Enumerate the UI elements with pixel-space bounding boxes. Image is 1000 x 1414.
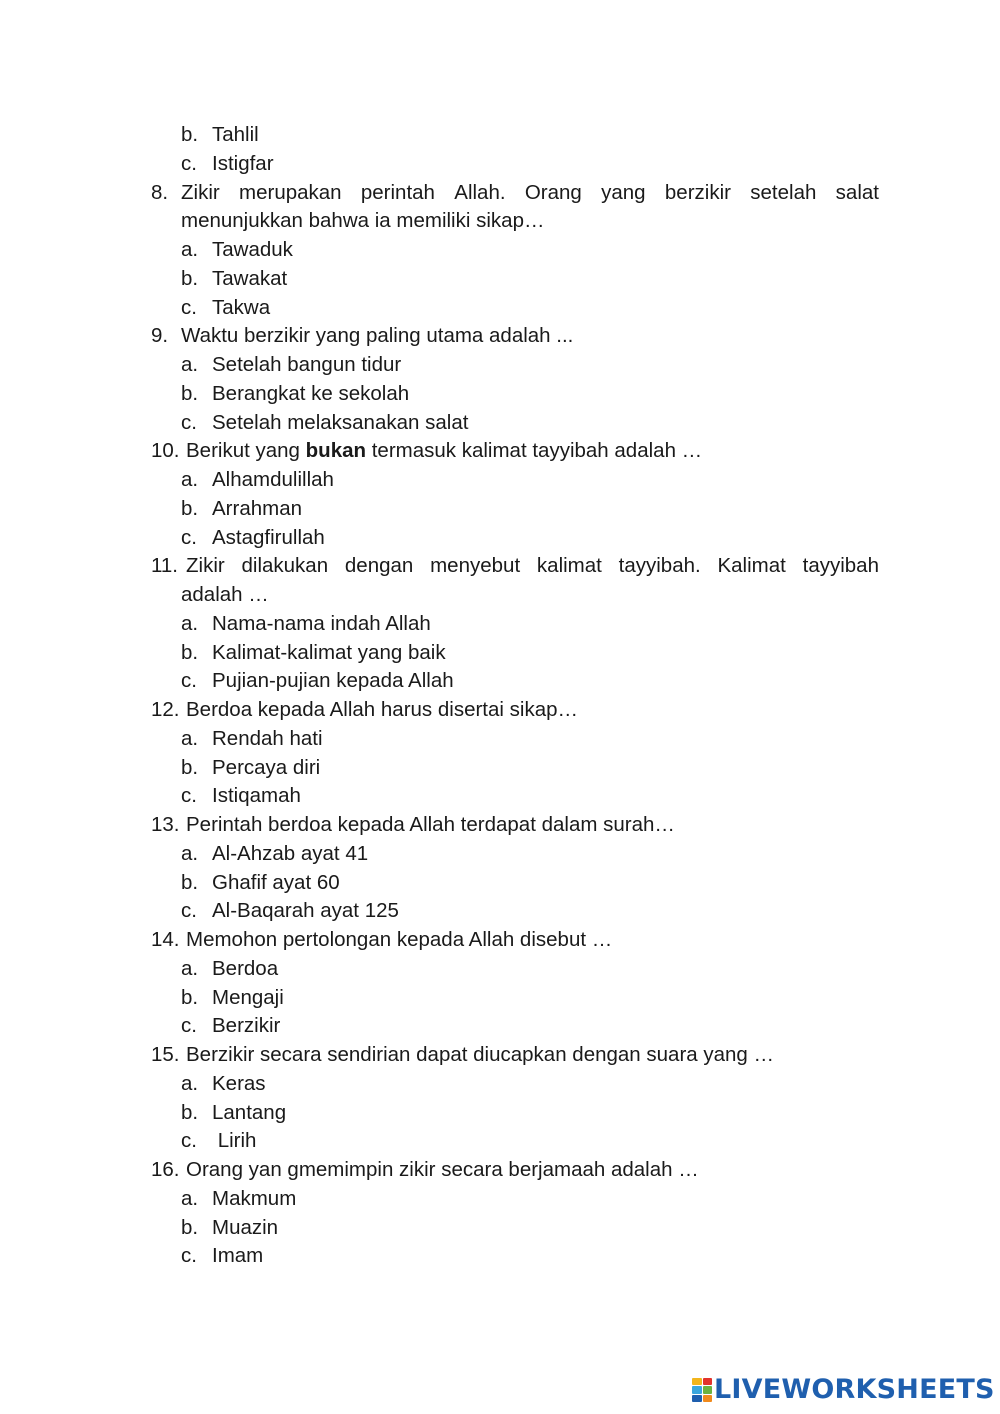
question-text: Berdoa kepada Allah harus disertai sikap…	[186, 698, 579, 721]
option-text: Arrahman	[212, 496, 303, 520]
question-15	[0, 1041, 1000, 1070]
question-12	[0, 696, 1000, 725]
question-number: 11.	[151, 554, 178, 578]
question-text: Waktu berzikir yang paling utama adalah ...	[181, 324, 574, 348]
word: menyebut	[430, 554, 521, 578]
option-letter: c.	[181, 151, 197, 175]
question-number: 14.	[151, 928, 180, 951]
question-text: Perintah berdoa kepada Allah terdapat dalam surah…	[186, 813, 675, 836]
option-letter: b.	[181, 870, 199, 894]
option-b	[0, 984, 1000, 1013]
question-8	[0, 179, 1000, 208]
option-a	[0, 725, 1000, 754]
option-c	[0, 1127, 1000, 1156]
option-text: Kalimat-kalimat yang baik	[212, 640, 446, 664]
question-9	[0, 322, 1000, 351]
option-text: Imam	[212, 1244, 264, 1268]
option-b	[0, 869, 1000, 898]
question-8-continuation	[0, 207, 1000, 236]
logo-square	[703, 1386, 713, 1393]
question-number: 13.	[151, 813, 180, 836]
option-letter: c.	[181, 295, 197, 319]
option-letter: c.	[181, 1129, 197, 1153]
option-text: Tawaduk	[212, 238, 293, 261]
option-text: Istigfar	[212, 151, 274, 175]
option-b	[0, 639, 1000, 668]
question-number: 8.	[151, 180, 169, 204]
option-letter: c.	[181, 784, 197, 808]
option-c	[0, 294, 1000, 323]
question-text-start: Berikut yang	[186, 439, 306, 463]
option-text: Istiqamah	[212, 784, 301, 808]
question-number: 12.	[151, 698, 180, 721]
option-letter: a.	[181, 468, 199, 491]
word: dilakukan	[241, 554, 329, 578]
word: yang	[601, 180, 646, 204]
option-a	[0, 840, 1000, 869]
option-a	[0, 236, 1000, 265]
option-letter: a.	[181, 238, 199, 261]
option-letter: b.	[181, 381, 199, 405]
word: perintah	[360, 180, 435, 204]
option-c	[0, 1242, 1000, 1271]
option-c	[0, 409, 1000, 438]
word: berzikir	[664, 180, 731, 204]
word: merupakan	[239, 180, 342, 204]
option-letter: c.	[181, 525, 197, 549]
option-letter: c.	[181, 669, 197, 693]
question-number: 10.	[151, 439, 180, 463]
option-text: Astagfirullah	[212, 525, 325, 549]
option-a	[0, 955, 1000, 984]
option-letter: b.	[181, 985, 199, 1009]
option-letter: a.	[181, 611, 199, 635]
option-text: Tawakat	[212, 266, 288, 290]
option-text: Lantang	[212, 1100, 287, 1124]
option-text: Nama-nama indah Allah	[212, 611, 431, 635]
option-letter: a.	[181, 1071, 199, 1095]
word: salat	[835, 180, 879, 204]
option-text: Lirih	[212, 1129, 257, 1153]
option-letter: a.	[181, 353, 199, 376]
option-letter: c.	[181, 899, 197, 923]
logo-square	[692, 1395, 702, 1402]
option-text: Percaya diri	[212, 755, 321, 779]
option-b	[0, 1099, 1000, 1128]
word: dengan	[344, 554, 414, 578]
question-number: 15.	[151, 1043, 180, 1066]
option-letter: a.	[181, 726, 199, 750]
option-letter: b.	[181, 755, 199, 779]
logo-square	[692, 1378, 702, 1385]
word: Allah.	[454, 180, 506, 204]
option-letter: b.	[181, 496, 199, 520]
question-number: 9.	[151, 324, 169, 348]
option-letter: c.	[181, 410, 197, 434]
question-text	[186, 437, 702, 466]
worksheet-page	[0, 121, 1000, 1271]
option-text: Ghafif ayat 60	[212, 870, 340, 894]
option-text: Makmum	[212, 1186, 297, 1210]
logo-square	[703, 1395, 713, 1402]
option-b	[0, 380, 1000, 409]
question-text-line2: menunjukkan bahwa ia memiliki sikap…	[181, 209, 545, 233]
option-text: Muazin	[212, 1215, 279, 1239]
emphasis-text: bukan	[305, 439, 367, 463]
question-11-continuation	[0, 581, 1000, 610]
word: Zikir	[186, 554, 225, 578]
liveworksheets-logo-icon	[692, 1378, 712, 1402]
logo-text: LIVEWORKSHEETS	[714, 1374, 995, 1405]
option-a	[0, 466, 1000, 495]
option-text: Berangkat ke sekolah	[212, 381, 410, 405]
word: Zikir	[181, 180, 220, 204]
word: tayyibah.	[618, 554, 701, 578]
option-c	[0, 1012, 1000, 1041]
word: tayyibah	[802, 554, 879, 578]
option-b	[0, 121, 1000, 150]
option-text: Keras	[212, 1071, 266, 1095]
question-text-line2: adalah …	[181, 583, 269, 606]
option-a	[0, 610, 1000, 639]
option-letter: b.	[181, 1100, 199, 1124]
option-c	[0, 150, 1000, 179]
option-letter: b.	[181, 1215, 199, 1239]
question-number: 16.	[151, 1158, 180, 1181]
question-text: Memohon pertolongan kepada Allah disebut …	[186, 928, 613, 951]
liveworksheets-logo[interactable]	[692, 1374, 995, 1406]
question-14	[0, 926, 1000, 955]
option-b	[0, 495, 1000, 524]
question-text: Orang yan gmemimpin zikir secara berjamaah adalah …	[186, 1158, 699, 1181]
option-b	[0, 265, 1000, 294]
logo-square	[692, 1386, 702, 1393]
option-text: Rendah hati	[212, 726, 323, 750]
question-10	[0, 437, 1000, 466]
option-text: Berzikir	[212, 1014, 281, 1038]
option-c	[0, 524, 1000, 553]
option-a	[0, 1070, 1000, 1099]
option-c	[0, 782, 1000, 811]
option-c	[0, 897, 1000, 926]
word: kalimat	[536, 554, 602, 578]
option-text: Setelah melaksanakan salat	[212, 410, 469, 434]
option-text: Tahlil	[212, 123, 259, 146]
question-16	[0, 1156, 1000, 1185]
option-letter: c.	[181, 1014, 197, 1038]
question-text-line1	[181, 179, 879, 208]
option-text: Al-Baqarah ayat 125	[212, 899, 399, 923]
option-text: Setelah bangun tidur	[212, 353, 402, 376]
option-letter: a.	[181, 841, 199, 865]
option-letter: a.	[181, 1186, 199, 1210]
question-text-line1	[186, 552, 879, 581]
option-letter: c.	[181, 1244, 197, 1268]
option-letter: b.	[181, 640, 199, 664]
option-a	[0, 1185, 1000, 1214]
question-text-end: termasuk kalimat tayyibah adalah …	[366, 439, 703, 463]
option-text: Alhamdulillah	[212, 468, 334, 491]
option-b	[0, 1214, 1000, 1243]
question-13	[0, 811, 1000, 840]
option-text: Berdoa	[212, 956, 279, 980]
option-c	[0, 667, 1000, 696]
word: setelah	[750, 180, 817, 204]
word: Orang	[524, 180, 582, 204]
question-text: Berzikir secara sendirian dapat diucapkan dengan suara yang …	[186, 1043, 775, 1066]
option-text: Pujian-pujian kepada Allah	[212, 669, 454, 693]
option-letter: a.	[181, 956, 199, 980]
option-b	[0, 754, 1000, 783]
word: Kalimat	[717, 554, 786, 578]
option-text: Al-Ahzab ayat 41	[212, 841, 369, 865]
option-text: Takwa	[212, 295, 271, 319]
question-11	[0, 552, 1000, 581]
option-a	[0, 351, 1000, 380]
option-letter: b.	[181, 266, 199, 290]
logo-square	[703, 1378, 713, 1385]
option-text: Mengaji	[212, 985, 284, 1009]
option-letter: b.	[181, 123, 199, 146]
